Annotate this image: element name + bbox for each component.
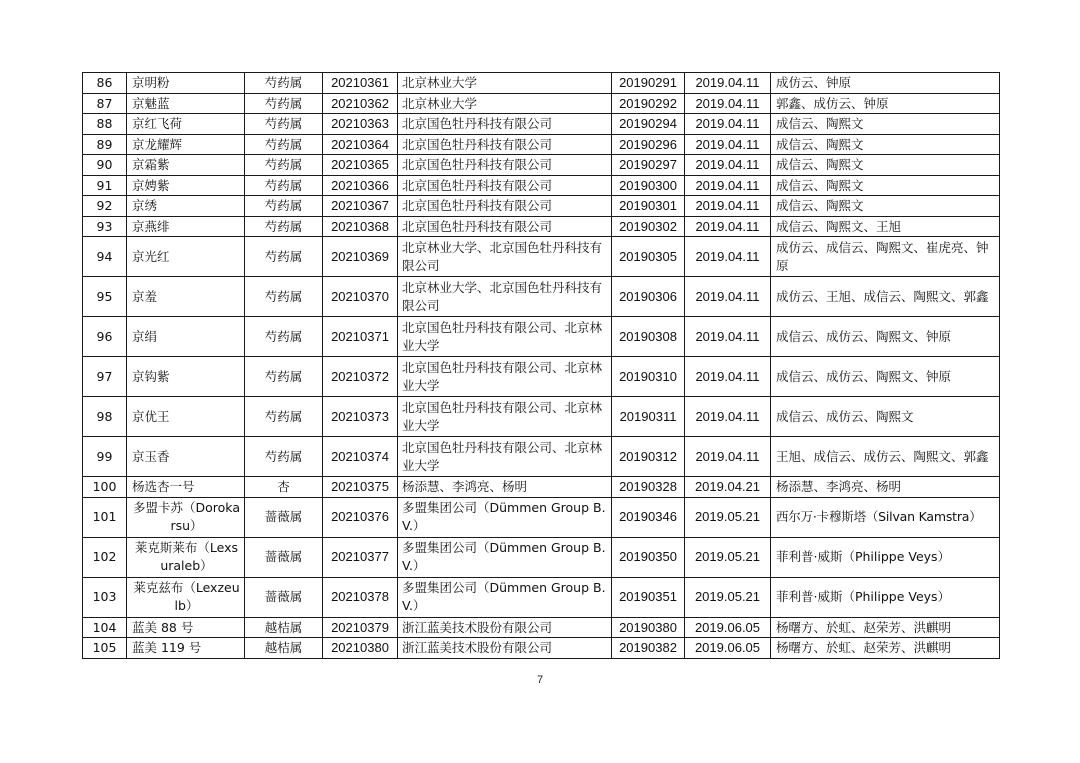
variety-name-cell: 京龙耀辉 bbox=[127, 134, 245, 155]
breeder-cell: 成信云、陶熙文 bbox=[771, 155, 1000, 176]
breeder-cell: 成信云、陶熙文、王旭 bbox=[771, 216, 1000, 237]
application-number-cell: 20190297 bbox=[612, 155, 685, 176]
grant-number-cell: 20210379 bbox=[323, 617, 398, 638]
owner-cell: 北京林业大学、北京国色牡丹科技有限公司 bbox=[398, 237, 612, 277]
grant-number-cell: 20210369 bbox=[323, 237, 398, 277]
owner-cell: 多盟集团公司（Dümmen Group B.V.） bbox=[398, 577, 612, 617]
table-row bbox=[83, 477, 1000, 498]
genus-cell: 蔷薇属 bbox=[245, 577, 323, 617]
application-number-cell: 20190296 bbox=[612, 134, 685, 155]
table-row bbox=[83, 357, 1000, 397]
row-number-cell: 98 bbox=[83, 397, 127, 437]
row-number-cell: 86 bbox=[83, 73, 127, 94]
table-row bbox=[83, 638, 1000, 659]
table-row bbox=[83, 497, 1000, 537]
application-number-cell: 20190300 bbox=[612, 175, 685, 196]
row-number-cell: 95 bbox=[83, 277, 127, 317]
table-row bbox=[83, 93, 1000, 114]
owner-cell: 北京林业大学 bbox=[398, 73, 612, 94]
application-date-cell: 2019.06.05 bbox=[685, 617, 771, 638]
variety-name-cell: 蓝美 88 号 bbox=[127, 617, 245, 638]
variety-name-cell: 杨选杏一号 bbox=[127, 477, 245, 498]
table-row bbox=[83, 155, 1000, 176]
genus-cell: 越桔属 bbox=[245, 617, 323, 638]
application-date-cell: 2019.04.11 bbox=[685, 277, 771, 317]
application-number-cell: 20190301 bbox=[612, 196, 685, 217]
application-number-cell: 20190351 bbox=[612, 577, 685, 617]
variety-name-cell: 京霜紫 bbox=[127, 155, 245, 176]
genus-cell: 芍药属 bbox=[245, 277, 323, 317]
application-date-cell: 2019.04.11 bbox=[685, 216, 771, 237]
genus-cell: 越桔属 bbox=[245, 638, 323, 659]
variety-table bbox=[82, 72, 1000, 659]
application-date-cell: 2019.04.11 bbox=[685, 437, 771, 477]
application-number-cell: 20190306 bbox=[612, 277, 685, 317]
breeder-cell: 杨添慧、李鸿亮、杨明 bbox=[771, 477, 1000, 498]
row-number-cell: 97 bbox=[83, 357, 127, 397]
application-number-cell: 20190350 bbox=[612, 537, 685, 577]
breeder-cell: 成信云、成仿云、陶熙文、钟原 bbox=[771, 317, 1000, 357]
application-number-cell: 20190346 bbox=[612, 497, 685, 537]
breeder-cell: 成信云、成仿云、陶熙文 bbox=[771, 397, 1000, 437]
application-date-cell: 2019.05.21 bbox=[685, 537, 771, 577]
row-number-cell: 99 bbox=[83, 437, 127, 477]
genus-cell: 芍药属 bbox=[245, 357, 323, 397]
variety-name-cell: 京玉香 bbox=[127, 437, 245, 477]
application-date-cell: 2019.05.21 bbox=[685, 577, 771, 617]
genus-cell: 芍药属 bbox=[245, 114, 323, 135]
row-number-cell: 103 bbox=[83, 577, 127, 617]
application-number-cell: 20190328 bbox=[612, 477, 685, 498]
breeder-cell: 成信云、陶熙文 bbox=[771, 175, 1000, 196]
row-number-cell: 105 bbox=[83, 638, 127, 659]
application-number-cell: 20190302 bbox=[612, 216, 685, 237]
breeder-cell: 王旭、成信云、成仿云、陶熙文、郭鑫 bbox=[771, 437, 1000, 477]
genus-cell: 杏 bbox=[245, 477, 323, 498]
breeder-cell: 成信云、陶熙文 bbox=[771, 114, 1000, 135]
owner-cell: 北京国色牡丹科技有限公司 bbox=[398, 196, 612, 217]
grant-number-cell: 20210362 bbox=[323, 93, 398, 114]
variety-name-cell: 多盟卡苏（Dorokarsu） bbox=[127, 497, 245, 537]
owner-cell: 北京国色牡丹科技有限公司、北京林业大学 bbox=[398, 397, 612, 437]
breeder-cell: 郭鑫、成仿云、钟原 bbox=[771, 93, 1000, 114]
grant-number-cell: 20210375 bbox=[323, 477, 398, 498]
genus-cell: 蔷薇属 bbox=[245, 537, 323, 577]
application-number-cell: 20190308 bbox=[612, 317, 685, 357]
table-row bbox=[83, 537, 1000, 577]
application-date-cell: 2019.04.11 bbox=[685, 114, 771, 135]
variety-name-cell: 京光红 bbox=[127, 237, 245, 277]
row-number-cell: 100 bbox=[83, 477, 127, 498]
table-row bbox=[83, 134, 1000, 155]
genus-cell: 芍药属 bbox=[245, 216, 323, 237]
variety-name-cell: 京优王 bbox=[127, 397, 245, 437]
owner-cell: 浙江蓝美技术股份有限公司 bbox=[398, 617, 612, 638]
row-number-cell: 96 bbox=[83, 317, 127, 357]
application-date-cell: 2019.04.21 bbox=[685, 477, 771, 498]
application-date-cell: 2019.04.11 bbox=[685, 237, 771, 277]
genus-cell: 芍药属 bbox=[245, 73, 323, 94]
row-number-cell: 104 bbox=[83, 617, 127, 638]
genus-cell: 芍药属 bbox=[245, 437, 323, 477]
application-date-cell: 2019.04.11 bbox=[685, 317, 771, 357]
table-row bbox=[83, 196, 1000, 217]
table-row bbox=[83, 617, 1000, 638]
owner-cell: 北京国色牡丹科技有限公司 bbox=[398, 134, 612, 155]
grant-number-cell: 20210374 bbox=[323, 437, 398, 477]
breeder-cell: 菲利普·威斯（Philippe Veys） bbox=[771, 537, 1000, 577]
table-row bbox=[83, 317, 1000, 357]
row-number-cell: 89 bbox=[83, 134, 127, 155]
table-row bbox=[83, 73, 1000, 94]
row-number-cell: 91 bbox=[83, 175, 127, 196]
breeder-cell: 菲利普·威斯（Philippe Veys） bbox=[771, 577, 1000, 617]
application-number-cell: 20190310 bbox=[612, 357, 685, 397]
genus-cell: 芍药属 bbox=[245, 155, 323, 176]
row-number-cell: 94 bbox=[83, 237, 127, 277]
grant-number-cell: 20210370 bbox=[323, 277, 398, 317]
variety-name-cell: 京魅蓝 bbox=[127, 93, 245, 114]
variety-name-cell: 京燕绯 bbox=[127, 216, 245, 237]
grant-number-cell: 20210371 bbox=[323, 317, 398, 357]
owner-cell: 北京国色牡丹科技有限公司 bbox=[398, 155, 612, 176]
variety-name-cell: 京绢 bbox=[127, 317, 245, 357]
genus-cell: 芍药属 bbox=[245, 134, 323, 155]
application-date-cell: 2019.05.21 bbox=[685, 497, 771, 537]
application-date-cell: 2019.06.05 bbox=[685, 638, 771, 659]
application-date-cell: 2019.04.11 bbox=[685, 397, 771, 437]
variety-name-cell: 京红飞荷 bbox=[127, 114, 245, 135]
genus-cell: 芍药属 bbox=[245, 317, 323, 357]
table-body bbox=[83, 73, 1000, 659]
row-number-cell: 102 bbox=[83, 537, 127, 577]
variety-name-cell: 京钩紫 bbox=[127, 357, 245, 397]
application-date-cell: 2019.04.11 bbox=[685, 93, 771, 114]
breeder-cell: 成仿云、钟原 bbox=[771, 73, 1000, 94]
table-row bbox=[83, 216, 1000, 237]
application-date-cell: 2019.04.11 bbox=[685, 155, 771, 176]
variety-name-cell: 京明粉 bbox=[127, 73, 245, 94]
owner-cell: 北京林业大学、北京国色牡丹科技有限公司 bbox=[398, 277, 612, 317]
application-number-cell: 20190305 bbox=[612, 237, 685, 277]
owner-cell: 北京国色牡丹科技有限公司、北京林业大学 bbox=[398, 437, 612, 477]
application-date-cell: 2019.04.11 bbox=[685, 196, 771, 217]
grant-number-cell: 20210380 bbox=[323, 638, 398, 659]
application-number-cell: 20190312 bbox=[612, 437, 685, 477]
owner-cell: 北京国色牡丹科技有限公司 bbox=[398, 216, 612, 237]
row-number-cell: 90 bbox=[83, 155, 127, 176]
genus-cell: 芍药属 bbox=[245, 237, 323, 277]
owner-cell: 北京国色牡丹科技有限公司 bbox=[398, 175, 612, 196]
genus-cell: 芍药属 bbox=[245, 175, 323, 196]
owner-cell: 浙江蓝美技术股份有限公司 bbox=[398, 638, 612, 659]
row-number-cell: 92 bbox=[83, 196, 127, 217]
grant-number-cell: 20210367 bbox=[323, 196, 398, 217]
application-number-cell: 20190382 bbox=[612, 638, 685, 659]
variety-name-cell: 莱克兹布（Lexzeulb） bbox=[127, 577, 245, 617]
table-row bbox=[83, 175, 1000, 196]
breeder-cell: 成仿云、王旭、成信云、陶熙文、郭鑫 bbox=[771, 277, 1000, 317]
table-row bbox=[83, 237, 1000, 277]
grant-number-cell: 20210373 bbox=[323, 397, 398, 437]
table-row bbox=[83, 577, 1000, 617]
owner-cell: 杨添慧、李鸿亮、杨明 bbox=[398, 477, 612, 498]
owner-cell: 北京国色牡丹科技有限公司、北京林业大学 bbox=[398, 317, 612, 357]
breeder-cell: 杨曙方、於虹、赵荣芳、洪麒明 bbox=[771, 617, 1000, 638]
genus-cell: 蔷薇属 bbox=[245, 497, 323, 537]
row-number-cell: 88 bbox=[83, 114, 127, 135]
breeder-cell: 成仿云、成信云、陶熙文、崔虎亮、钟原 bbox=[771, 237, 1000, 277]
variety-name-cell: 京娉紫 bbox=[127, 175, 245, 196]
table-row bbox=[83, 277, 1000, 317]
grant-number-cell: 20210361 bbox=[323, 73, 398, 94]
row-number-cell: 93 bbox=[83, 216, 127, 237]
application-date-cell: 2019.04.11 bbox=[685, 73, 771, 94]
genus-cell: 芍药属 bbox=[245, 93, 323, 114]
grant-number-cell: 20210363 bbox=[323, 114, 398, 135]
application-number-cell: 20190291 bbox=[612, 73, 685, 94]
application-date-cell: 2019.04.11 bbox=[685, 134, 771, 155]
table-row bbox=[83, 114, 1000, 135]
application-number-cell: 20190380 bbox=[612, 617, 685, 638]
breeder-cell: 成信云、陶熙文 bbox=[771, 134, 1000, 155]
application-date-cell: 2019.04.11 bbox=[685, 175, 771, 196]
owner-cell: 北京国色牡丹科技有限公司、北京林业大学 bbox=[398, 357, 612, 397]
breeder-cell: 西尔万·卡穆斯塔（Silvan Kamstra） bbox=[771, 497, 1000, 537]
application-date-cell: 2019.04.11 bbox=[685, 357, 771, 397]
variety-name-cell: 莱克斯莱布（Lexsuraleb） bbox=[127, 537, 245, 577]
row-number-cell: 101 bbox=[83, 497, 127, 537]
grant-number-cell: 20210368 bbox=[323, 216, 398, 237]
application-number-cell: 20190294 bbox=[612, 114, 685, 135]
owner-cell: 北京国色牡丹科技有限公司 bbox=[398, 114, 612, 135]
variety-name-cell: 京羞 bbox=[127, 277, 245, 317]
grant-number-cell: 20210377 bbox=[323, 537, 398, 577]
grant-number-cell: 20210372 bbox=[323, 357, 398, 397]
row-number-cell: 87 bbox=[83, 93, 127, 114]
application-number-cell: 20190311 bbox=[612, 397, 685, 437]
variety-name-cell: 京绣 bbox=[127, 196, 245, 217]
grant-number-cell: 20210364 bbox=[323, 134, 398, 155]
genus-cell: 芍药属 bbox=[245, 196, 323, 217]
variety-name-cell: 蓝美 119 号 bbox=[127, 638, 245, 659]
breeder-cell: 成信云、成仿云、陶熙文、钟原 bbox=[771, 357, 1000, 397]
grant-number-cell: 20210376 bbox=[323, 497, 398, 537]
page-number: 7 bbox=[536, 674, 544, 686]
grant-number-cell: 20210366 bbox=[323, 175, 398, 196]
table-row bbox=[83, 437, 1000, 477]
owner-cell: 多盟集团公司（Dümmen Group B.V.） bbox=[398, 497, 612, 537]
grant-number-cell: 20210365 bbox=[323, 155, 398, 176]
application-number-cell: 20190292 bbox=[612, 93, 685, 114]
owner-cell: 多盟集团公司（Dümmen Group B.V.） bbox=[398, 537, 612, 577]
grant-number-cell: 20210378 bbox=[323, 577, 398, 617]
breeder-cell: 杨曙方、於虹、赵荣芳、洪麒明 bbox=[771, 638, 1000, 659]
table-row bbox=[83, 397, 1000, 437]
genus-cell: 芍药属 bbox=[245, 397, 323, 437]
breeder-cell: 成信云、陶熙文 bbox=[771, 196, 1000, 217]
owner-cell: 北京林业大学 bbox=[398, 93, 612, 114]
